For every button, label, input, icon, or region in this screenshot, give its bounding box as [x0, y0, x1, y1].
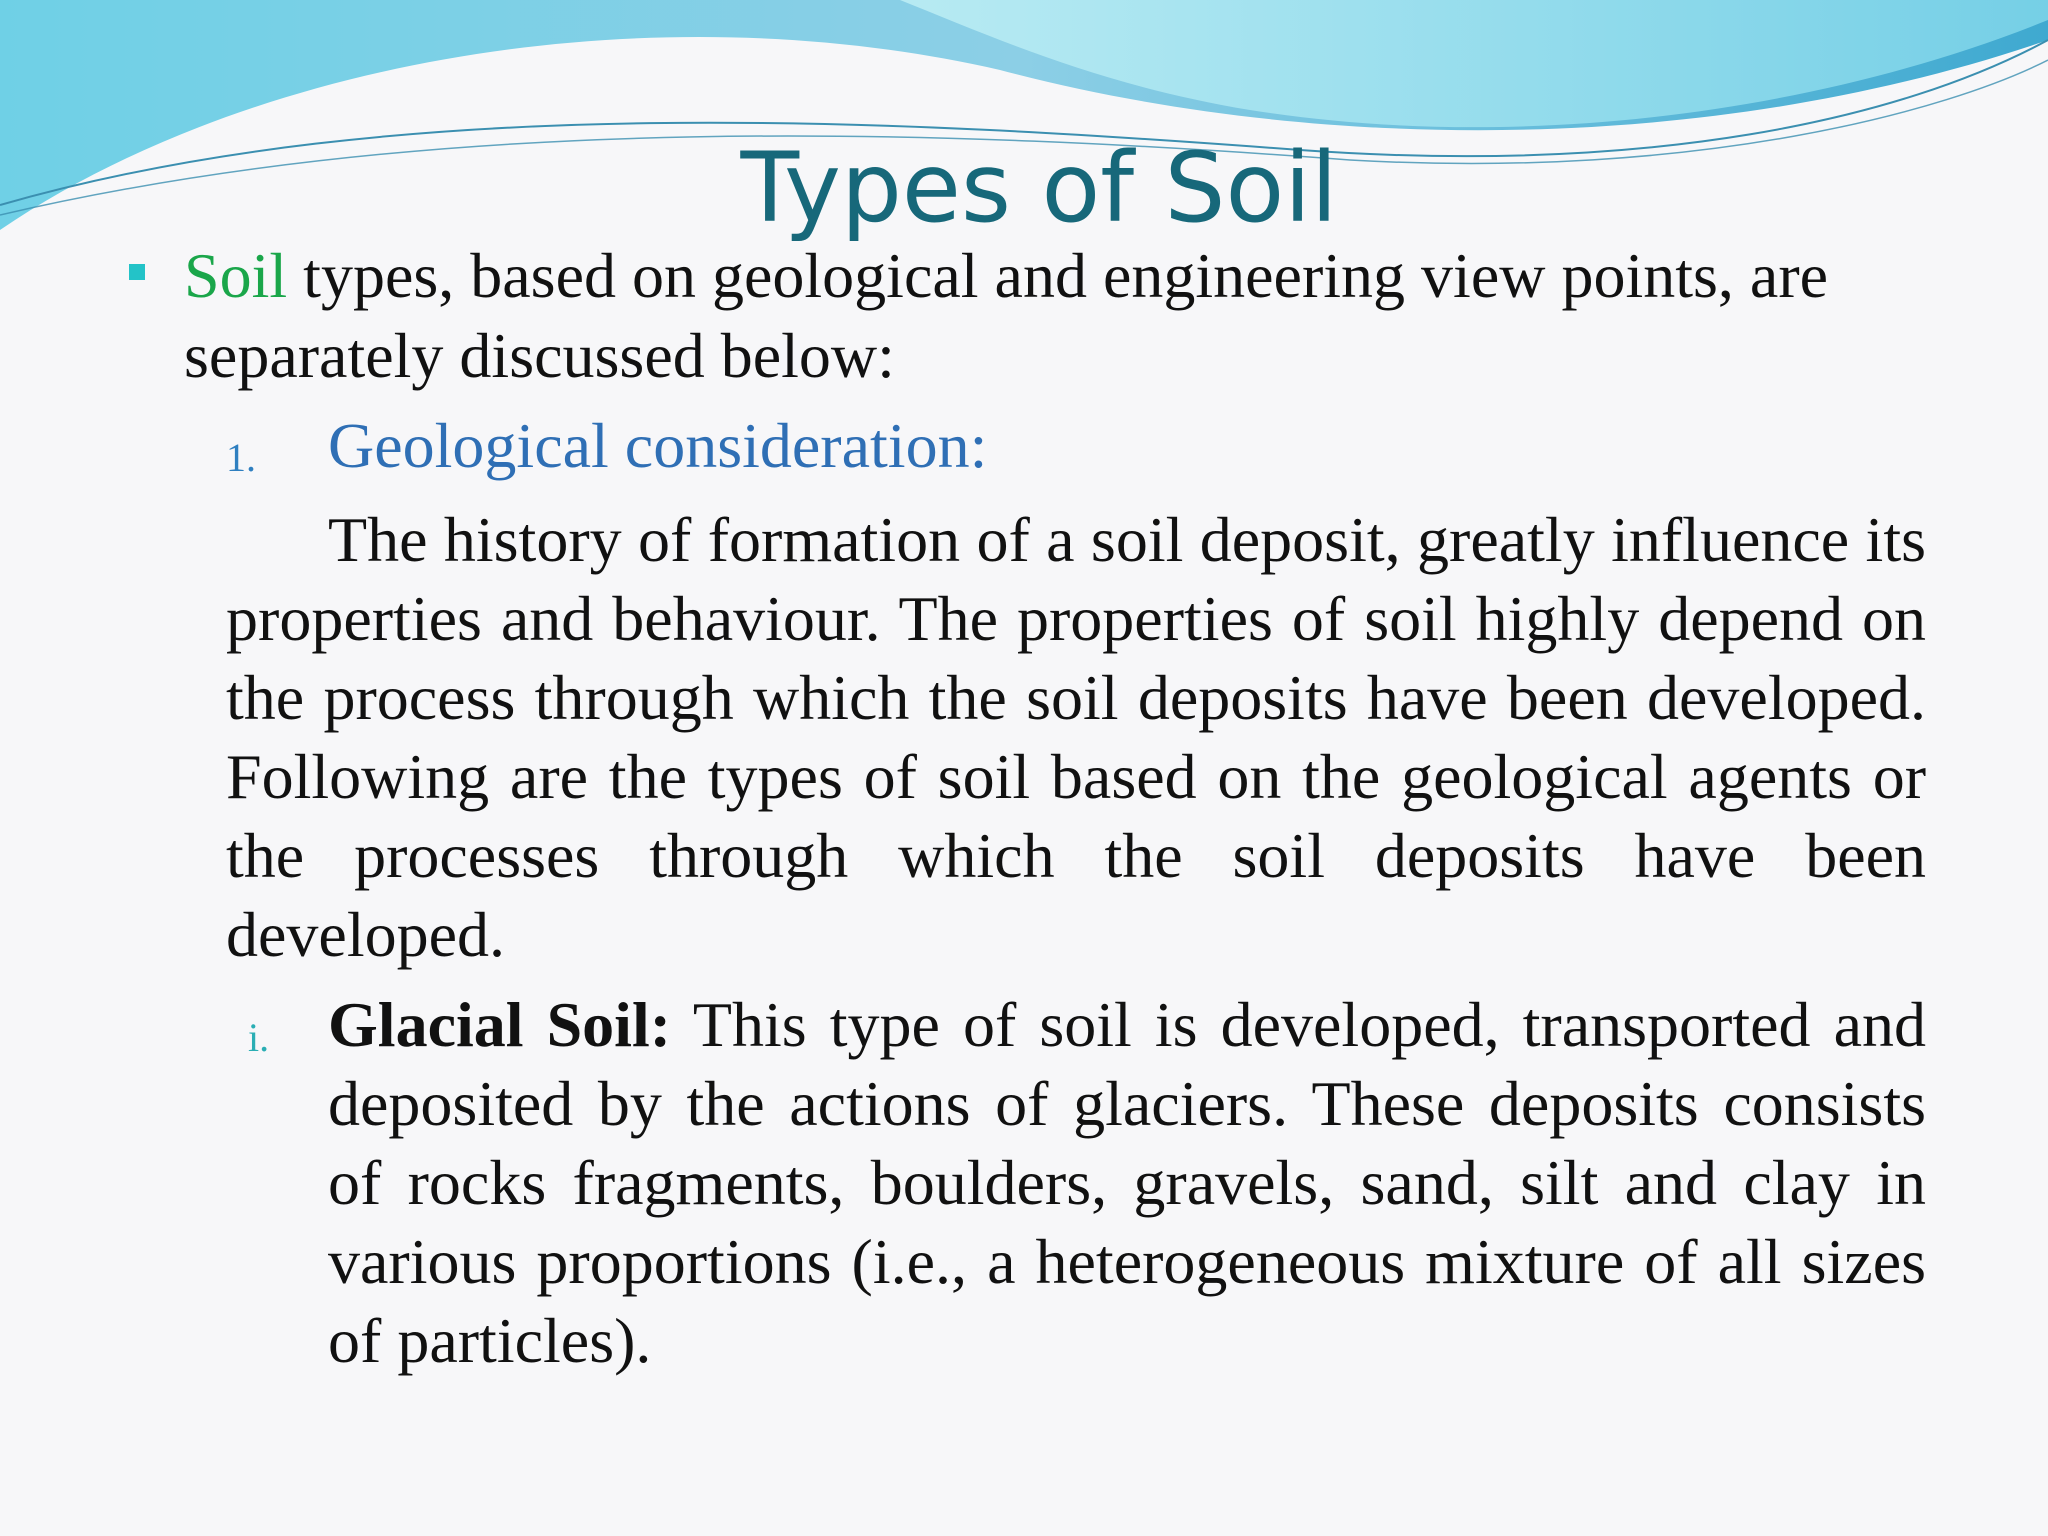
item-term: Glacial Soil:	[328, 989, 672, 1060]
slide-title: Types of Soil	[740, 132, 1338, 244]
intro-highlight: Soil	[184, 240, 288, 311]
item-description: This type of soil is developed, transported and deposited by the actions of glaciers. These deposits consists of rocks fragments, boulders, gravels, sand, silt and clay in various proportions (i.e., a heterogeneous mixture of all sizes of particles).	[328, 989, 1927, 1376]
glacial-soil-item	[328, 985, 1926, 1380]
intro-bullet	[184, 236, 1924, 396]
bullet-square-icon	[129, 264, 145, 280]
section-number: 1.	[226, 435, 256, 480]
item-number: i.	[248, 1015, 270, 1060]
intro-text: types, based on geological and engineering view points, are separately discussed below:	[184, 240, 1829, 391]
section-heading: Geological consideration:	[328, 410, 988, 481]
section-paragraph: The history of formation of a soil deposit, greatly influence its properties and behaviour. The properties of soil highly depend on the process through which the soil deposits have been developed. Following are the types of soil based on the geological agents or the processes through which the soil deposits have been developed.	[226, 504, 1926, 970]
